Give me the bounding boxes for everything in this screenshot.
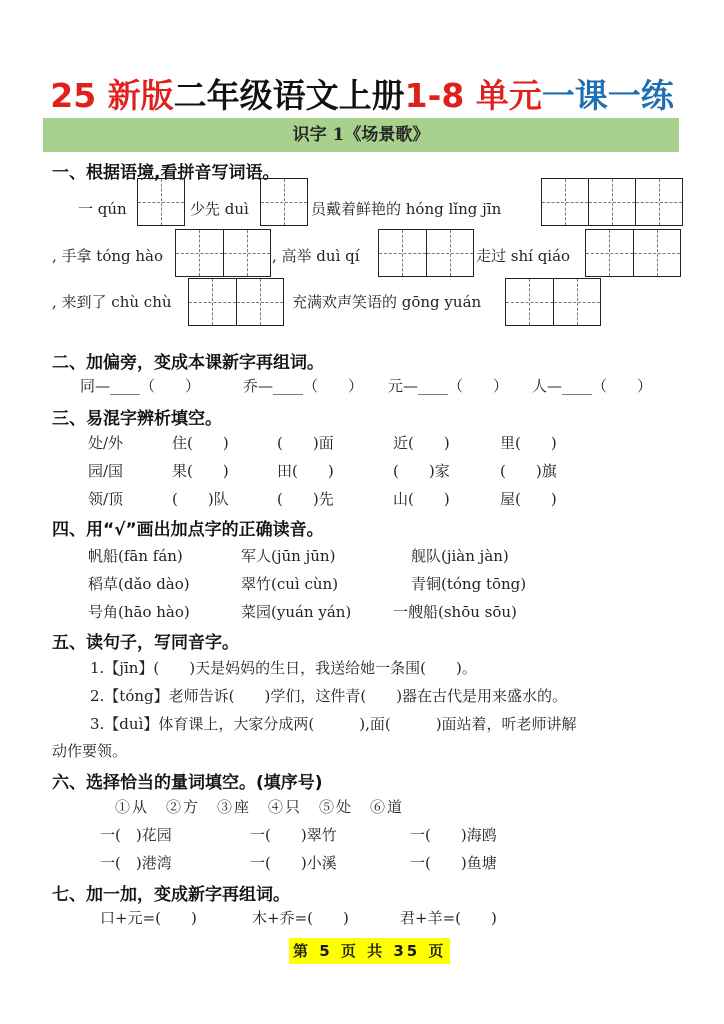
pinyin-choice[interactable]: 舰队(jiàn jàn) [411, 547, 509, 565]
writing-box-2[interactable] [585, 229, 681, 277]
char-pair: 园/国 [88, 462, 124, 480]
writing-box-2[interactable] [378, 229, 474, 277]
answer-blank[interactable]: 人—____（ ） [532, 377, 653, 395]
s1-text: , 高举 duì qí [272, 247, 360, 265]
page-number: 第 5 页 共 35 页 [289, 938, 450, 964]
title-year: 25 新版 [50, 76, 174, 115]
answer-blank[interactable]: 元—____（ ） [388, 377, 509, 395]
page-title [0, 74, 724, 118]
answer-blank[interactable]: 近( ) [393, 434, 450, 452]
writing-box[interactable] [260, 178, 308, 226]
answer-blank[interactable]: 同—____（ ） [80, 377, 201, 395]
answer-blank[interactable]: 屋( ) [500, 490, 557, 508]
s1-text: 员戴着鲜艳的 hóng lǐng jīn [311, 200, 502, 218]
pinyin-choice[interactable]: 号角(hāo hào) [88, 603, 190, 621]
answer-blank[interactable]: 果( ) [172, 462, 229, 480]
answer-blank[interactable]: 一( )港湾 [100, 854, 172, 872]
char-pair: 处/外 [88, 434, 124, 452]
answer-blank[interactable]: 一( )花园 [100, 826, 172, 844]
sentence: 2.【tóng】老师告诉( )学们，这件青( )器在古代是用来盛水的。 [90, 687, 568, 705]
answer-blank[interactable]: ( )先 [277, 490, 334, 508]
section-1-heading: 一、根据语境,看拼音写词语。 [52, 163, 280, 183]
section-6-heading: 六、选择恰当的量词填空。(填序号) [52, 773, 323, 793]
sentence: 3.【duì】体育课上，大家分成两( ),面( )面站着，听老师讲解 [90, 715, 577, 733]
pinyin-choice[interactable]: 菜园(yuán yán) [241, 603, 352, 621]
answer-blank[interactable]: ( )面 [277, 434, 334, 452]
answer-blank[interactable]: 田( ) [277, 462, 334, 480]
lesson-banner: 识字 1《场景歌》 [43, 118, 679, 152]
section-7-heading: 七、加一加，变成新字再组词。 [52, 885, 290, 905]
char-pair: 领/顶 [88, 490, 124, 508]
sentence: 1.【jīn】( )天是妈妈的生日，我送给她一条围( )。 [90, 659, 477, 677]
answer-blank[interactable]: 住( ) [172, 434, 229, 452]
pinyin-choice[interactable]: 军人(jūn jūn) [241, 547, 336, 565]
answer-blank[interactable]: ( )旗 [500, 462, 557, 480]
title-units: 1-8 单元 [404, 76, 542, 115]
s1-text: , 来到了 chù chù [52, 293, 172, 311]
s1-text: 走过 shí qiáo [476, 247, 571, 265]
writing-box-2[interactable] [175, 229, 271, 277]
section-4-heading: 四、用“√”画出加点字的正确读音。 [52, 520, 324, 540]
section-3-heading: 三、易混字辨析填空。 [52, 409, 222, 429]
writing-box[interactable] [137, 178, 185, 226]
answer-blank[interactable]: 山( ) [393, 490, 450, 508]
answer-blank[interactable]: 里( ) [500, 434, 557, 452]
answer-blank[interactable]: ( )队 [172, 490, 229, 508]
answer-blank[interactable]: 一( )翠竹 [250, 826, 337, 844]
s1-text: 一 qún [78, 200, 127, 218]
answer-blank[interactable]: 木+乔=( ) [252, 909, 349, 927]
sentence: 动作要领。 [52, 742, 128, 760]
answer-blank[interactable]: ( )家 [393, 462, 450, 480]
pinyin-choice[interactable]: 一艘船(shōu sōu) [393, 603, 517, 621]
answer-blank[interactable]: 一( )海鸥 [410, 826, 497, 844]
section-5-heading: 五、读句子，写同音字。 [52, 633, 239, 653]
title-practice: 一课一练 [541, 76, 674, 115]
answer-blank[interactable]: 君+羊=( ) [400, 909, 497, 927]
answer-blank[interactable]: 口+元=( ) [100, 909, 197, 927]
writing-box-3[interactable] [541, 178, 683, 226]
pinyin-choice[interactable]: 帆船(fān fán) [88, 547, 183, 565]
pinyin-choice[interactable]: 稻草(dǎo dào) [88, 575, 190, 593]
pinyin-choice[interactable]: 青铜(tóng tōng) [411, 575, 527, 593]
s1-text: 少先 duì [190, 200, 249, 218]
answer-blank[interactable]: 乔—____（ ） [243, 377, 364, 395]
pinyin-choice[interactable]: 翠竹(cuì cùn) [241, 575, 339, 593]
s1-text: 充满欢声笑语的 gōng yuán [292, 293, 482, 311]
writing-box-2[interactable] [505, 278, 601, 326]
title-grade: 二年级语文上册 [173, 76, 405, 115]
answer-blank[interactable]: 一( )鱼塘 [410, 854, 497, 872]
section-2-heading: 二、加偏旁，变成本课新字再组词。 [52, 353, 324, 373]
writing-box-2[interactable] [188, 278, 284, 326]
s1-text: , 手拿 tóng hào [52, 247, 164, 265]
measure-word-options: ①从 ②方 ③座 ④只 ⑤处 ⑥道 [115, 798, 405, 816]
answer-blank[interactable]: 一( )小溪 [250, 854, 337, 872]
